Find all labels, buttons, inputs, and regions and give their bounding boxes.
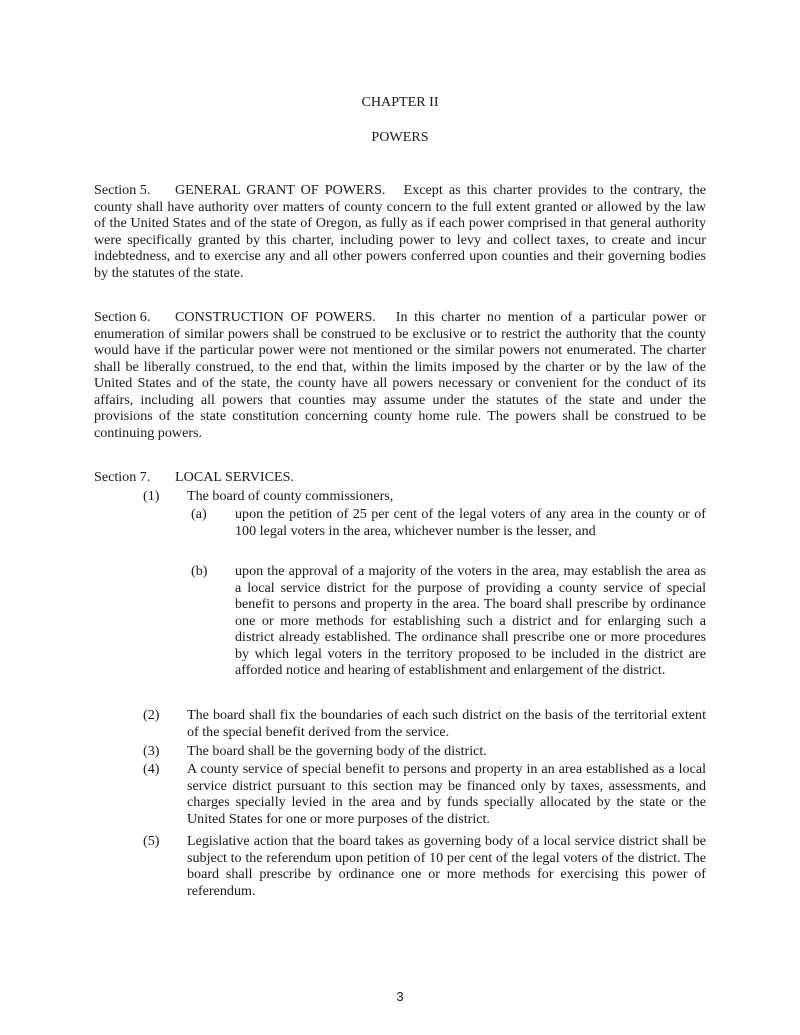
- section-6-heading: CONSTRUCTION OF POWERS.: [175, 309, 376, 325]
- chapter-subtitle: POWERS: [371, 129, 429, 145]
- section-5-label: Section 5.: [94, 182, 151, 198]
- item-number: (3): [143, 743, 160, 759]
- item-text: The board shall be the governing body of the district.: [187, 743, 487, 759]
- sub-item-letter: (b): [191, 563, 208, 579]
- section-5-heading: GENERAL GRANT OF POWERS.: [175, 182, 386, 198]
- section-5: [94, 182, 706, 281]
- page-number: 3: [396, 989, 404, 1004]
- item-text: A county service of special benefit to persons and property in an area established as a local service district pursuant to this section may be financed only by taxes, assessments, and charges specially levied in the area and by funds specially allocated by the state or the United States for one or more purposes of the district.: [187, 761, 706, 827]
- section-7-heading: LOCAL SERVICES.: [175, 469, 294, 485]
- section-6-label: Section 6.: [94, 309, 151, 325]
- sub-item-text: upon the petition of 25 per cent of the legal voters of any area in the county or of 100 legal voters in the area, whichever number is the lesser, and: [235, 506, 706, 539]
- item-number: (2): [143, 707, 160, 723]
- section-7-title: [94, 469, 706, 486]
- item-text: The board of county commissioners,: [187, 488, 394, 504]
- section-6-body: In this charter no mention of a particular power or enumeration of similar powers shall be construed to be exclusive or to restrict the authority that the county would have if the particular power were not mentioned or the similar powers not enumerated. The charter shall be liberally construed, to the end that, within the limits imposed by the charter or by the law of the United States and of the state, the county have all powers necessary or convenient for the conduct of its affairs, including all powers that counties may assume under the statutes of the state and under the provisions of the state constitution concerning county home rule. The powers shall be construed to be continuing powers.: [94, 309, 706, 441]
- sub-item-letter: (a): [191, 506, 207, 522]
- item-number: (5): [143, 833, 160, 849]
- item-number: (4): [143, 761, 160, 777]
- section-7-label: Section 7.: [94, 469, 151, 485]
- section-5-body: Except as this charter provides to the contrary, the county shall have authority over matters of county concern to the full extent granted or allowed by the law of the United States and of the state of Oregon, as fully as if each power comprised in that general authority were specifically granted by this charter, including power to levy and collect taxes, to create and incur indebtedness, and to exercise any and all other powers conferred upon counties and their governing bodies by the statutes of the state.: [94, 182, 706, 281]
- section-6: [94, 309, 706, 441]
- item-text: Legislative action that the board takes as governing body of a local service district shall be subject to the referendum upon petition of 10 per cent of the legal voters of the district. The board shall prescribe by ordinance one or more methods for exercising this power of referendum.: [187, 833, 706, 899]
- sub-item-text: upon the approval of a majority of the voters in the area, may establish the area as a local service district for the purpose of providing a county service of special benefit to persons and property in the area. The board shall prescribe by ordinance one or more methods for establishing such a district and for enlarging such a district already established. The ordinance shall prescribe one or more procedures by which legal voters in the territory proposed to be included in the district are afforded notice and hearing of establishment and enlargement of the district.: [235, 563, 706, 678]
- chapter-title: CHAPTER II: [361, 94, 439, 110]
- item-text: The board shall fix the boundaries of each such district on the basis of the territorial extent of the special benefit derived from the service.: [187, 707, 706, 740]
- item-number: (1): [143, 488, 160, 504]
